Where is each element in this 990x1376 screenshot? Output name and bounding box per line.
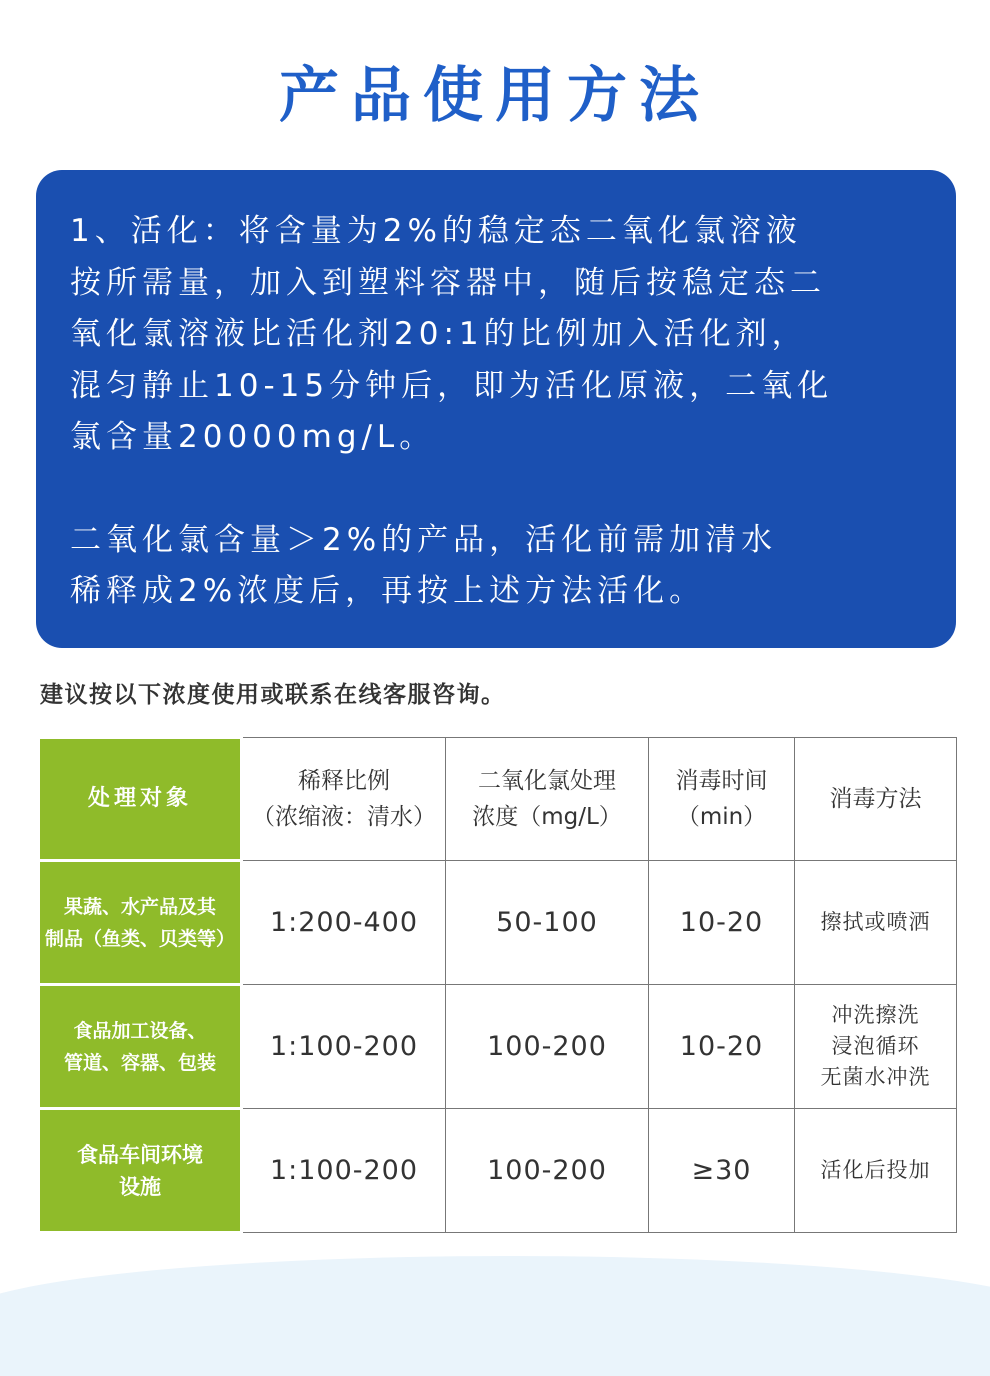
row-ratio: 1:100-200 — [242, 1109, 446, 1233]
table-row — [39, 1109, 957, 1233]
table-row — [39, 985, 957, 1109]
row-method: 活化后投加 — [795, 1109, 957, 1233]
row-object: 果蔬、水产品及其 制品（鱼类、贝类等） — [39, 861, 242, 985]
row-ratio: 1:200-400 — [242, 861, 446, 985]
row-object: 食品车间环境 设施 — [39, 1109, 242, 1233]
table-row — [39, 861, 957, 985]
row-ratio: 1:100-200 — [242, 985, 446, 1109]
header-ratio: 稀释比例 （浓缩液：清水） — [242, 738, 446, 861]
header-time: 消毒时间 （min） — [649, 738, 795, 861]
row-concentration: 100-200 — [446, 1109, 649, 1233]
background-wave — [0, 1256, 990, 1376]
header-method: 消毒方法 — [795, 738, 957, 861]
usage-table — [37, 736, 957, 1234]
row-concentration: 50-100 — [446, 861, 649, 985]
row-time: 10-20 — [649, 985, 795, 1109]
row-time: 10-20 — [649, 861, 795, 985]
table-header-row — [39, 738, 957, 861]
header-object: 处理对象 — [39, 738, 242, 861]
dilution-note: 二氧化氯含量＞2%的产品，活化前需加清水 稀释成2%浓度后，再按上述方法活化。 — [70, 521, 778, 609]
instructions-panel — [36, 170, 956, 648]
usage-suggestion: 建议按以下浓度使用或联系在线客服咨询。 — [40, 682, 506, 708]
row-method: 擦拭或喷洒 — [795, 861, 957, 985]
activation-instructions: 1、活化：将含量为2%的稳定态二氧化氯溶液 按所需量，加入到塑料容器中，随后按稳定态二 氧化氯溶液比活化剂20:1的比例加入活化剂， 混匀静止10-15分钟后，即为活化原液，二氧化 氯含量20000mg/L。 — [70, 213, 834, 455]
row-concentration: 100-200 — [446, 985, 649, 1109]
row-object: 食品加工设备、 管道、容器、包装 — [39, 985, 242, 1109]
row-method: 冲洗擦洗 浸泡循环 无菌水冲洗 — [795, 985, 957, 1109]
page-title: 产品使用方法 — [279, 61, 711, 131]
header-concentration: 二氧化氯处理 浓度（mg/L） — [446, 738, 649, 861]
row-time: ≥30 — [649, 1109, 795, 1233]
